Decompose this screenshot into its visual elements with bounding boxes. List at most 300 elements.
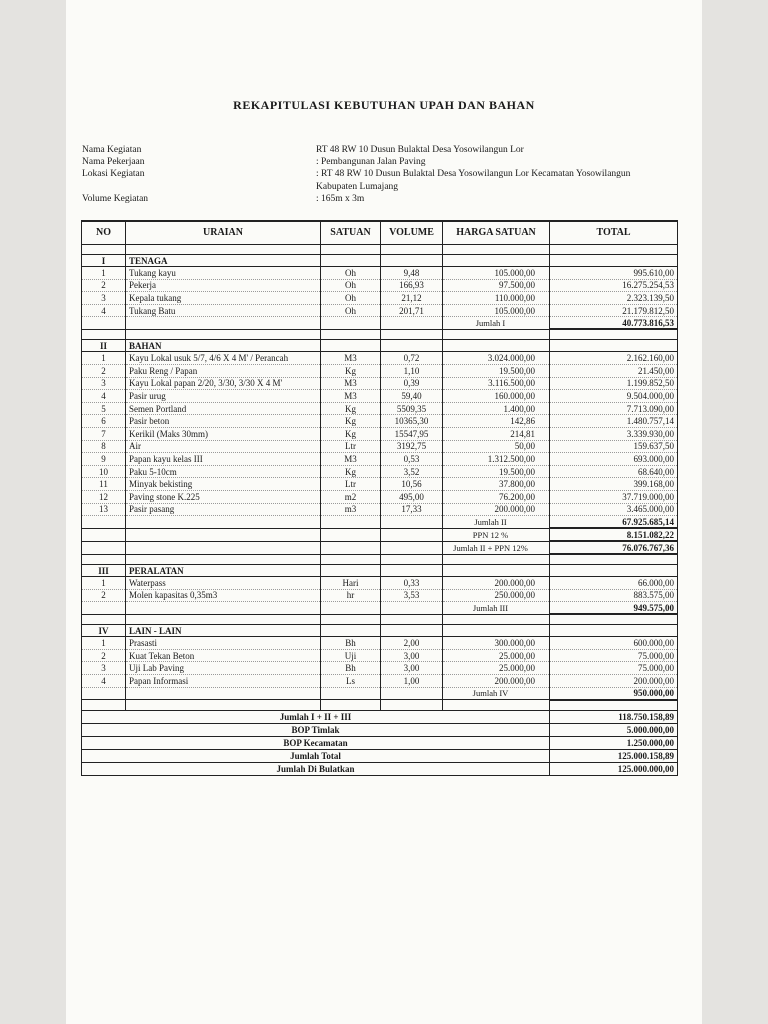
item-unit-price: 25.000,00 [443, 662, 550, 675]
info-label-nama-kegiatan: Nama Kegiatan [82, 145, 142, 155]
empty-cell [321, 625, 381, 637]
empty-cell [321, 700, 381, 711]
empty-cell [321, 687, 381, 700]
item-unit-price: 142,86 [443, 415, 550, 428]
col-header-volume: VOLUME [381, 221, 443, 245]
empty-cell [126, 687, 321, 700]
info-value-lokasi-kegiatan: : RT 48 RW 10 Dusun Bulaktal Desa Yosowilangun Lor Kecamatan Yosowilangun [316, 169, 631, 179]
spacer-row [82, 329, 678, 340]
item-number: 5 [82, 402, 126, 415]
item-description: Waterpass [126, 577, 321, 590]
item-description: Air [126, 440, 321, 453]
empty-cell [126, 554, 321, 565]
table-row [82, 415, 678, 428]
spacer-row [82, 554, 678, 565]
item-description: Uji Lab Paving [126, 662, 321, 675]
item-volume: 3,52 [381, 465, 443, 478]
item-unit: Oh [321, 279, 381, 292]
empty-cell [443, 245, 550, 255]
item-total: 66.000,00 [550, 577, 678, 590]
item-unit-price: 105.000,00 [443, 267, 550, 280]
subtotal-value: 949.575,00 [550, 602, 678, 615]
subtotal-label: Jumlah IV [443, 687, 550, 700]
item-unit: Uji [321, 649, 381, 662]
empty-cell [443, 329, 550, 340]
empty-cell [550, 245, 678, 255]
item-unit: m2 [321, 490, 381, 503]
empty-cell [381, 554, 443, 565]
item-description: Paku 5-10cm [126, 465, 321, 478]
spacer-row [82, 614, 678, 625]
item-volume: 59,40 [381, 390, 443, 403]
item-total: 75.000,00 [550, 649, 678, 662]
info-label-nama-pekerjaan: Nama Pekerjaan [82, 157, 145, 167]
item-volume: 17,33 [381, 503, 443, 516]
summary-label: BOP Timlak [82, 723, 550, 736]
item-total: 16.275.254,53 [550, 279, 678, 292]
empty-cell [381, 602, 443, 615]
item-volume: 3,00 [381, 662, 443, 675]
item-volume: 21,12 [381, 292, 443, 305]
item-unit: Bh [321, 662, 381, 675]
empty-cell [550, 614, 678, 625]
item-total: 37.719.000,00 [550, 490, 678, 503]
item-description: Pekerja [126, 279, 321, 292]
item-description: Pasir pasang [126, 503, 321, 516]
empty-cell [443, 340, 550, 352]
empty-cell [381, 565, 443, 577]
item-volume: 2,00 [381, 637, 443, 650]
empty-cell [443, 255, 550, 267]
col-header-total: TOTAL [550, 221, 678, 245]
empty-cell [381, 340, 443, 352]
empty-cell [443, 700, 550, 711]
item-total: 995.610,00 [550, 267, 678, 280]
table-row [82, 364, 678, 377]
item-description: Papan Informasi [126, 675, 321, 688]
empty-cell [550, 329, 678, 340]
table-row [82, 465, 678, 478]
item-description: Pasir urug [126, 390, 321, 403]
item-number: 4 [82, 390, 126, 403]
item-number: 8 [82, 440, 126, 453]
summary-value: 118.750.158,89 [550, 710, 678, 723]
item-unit: Oh [321, 292, 381, 305]
table-row [82, 377, 678, 390]
empty-cell [126, 541, 321, 554]
section-name: BAHAN [126, 340, 321, 352]
item-volume: 5509,35 [381, 402, 443, 415]
summary-label: Jumlah Di Bulatkan [82, 762, 550, 775]
empty-cell [550, 340, 678, 352]
table-row [82, 637, 678, 650]
item-number: 3 [82, 292, 126, 305]
item-unit: M3 [321, 453, 381, 466]
item-number: 1 [82, 637, 126, 650]
item-unit-price: 37.800,00 [443, 478, 550, 491]
section-header-row [82, 625, 678, 637]
recap-table [81, 220, 678, 776]
empty-cell [82, 245, 126, 255]
empty-cell [321, 565, 381, 577]
table-header-row [82, 221, 678, 245]
item-volume: 1,00 [381, 675, 443, 688]
spacer-row [82, 245, 678, 255]
item-unit: M3 [321, 352, 381, 365]
section-number: IV [82, 625, 126, 637]
section-header-row [82, 565, 678, 577]
subtotal-label: PPN 12 % [443, 528, 550, 541]
table-row [82, 304, 678, 317]
item-total: 3.465.000,00 [550, 503, 678, 516]
empty-cell [321, 255, 381, 267]
empty-cell [126, 245, 321, 255]
item-description: Kayu Lokal usuk 5/7, 4/6 X 4 M' / Perancah [126, 352, 321, 365]
item-volume: 0,53 [381, 453, 443, 466]
item-unit: M3 [321, 390, 381, 403]
empty-cell [381, 255, 443, 267]
item-number: 1 [82, 267, 126, 280]
item-volume: 0,39 [381, 377, 443, 390]
empty-cell [82, 317, 126, 330]
item-description: Tukang kayu [126, 267, 321, 280]
summary-row [82, 723, 678, 736]
table-row [82, 649, 678, 662]
empty-cell [126, 528, 321, 541]
item-total: 21.179.812,50 [550, 304, 678, 317]
item-unit: hr [321, 589, 381, 602]
item-description: Kepala tukang [126, 292, 321, 305]
empty-cell [82, 700, 126, 711]
empty-cell [381, 245, 443, 255]
section-number: II [82, 340, 126, 352]
item-unit-price: 25.000,00 [443, 649, 550, 662]
empty-cell [82, 687, 126, 700]
summary-row [82, 762, 678, 775]
subtotal-value: 40.773.816,53 [550, 317, 678, 330]
empty-cell [321, 317, 381, 330]
item-unit-price: 200.000,00 [443, 577, 550, 590]
item-volume: 3192,75 [381, 440, 443, 453]
item-unit-price: 300.000,00 [443, 637, 550, 650]
item-volume: 3,00 [381, 649, 443, 662]
item-number: 1 [82, 352, 126, 365]
info-value-nama-kegiatan: RT 48 RW 10 Dusun Bulaktal Desa Yosowilangun Lor [316, 145, 524, 155]
item-number: 2 [82, 589, 126, 602]
col-header-satuan: SATUAN [321, 221, 381, 245]
item-description: Kuat Tekan Beton [126, 649, 321, 662]
item-number: 4 [82, 304, 126, 317]
empty-cell [321, 245, 381, 255]
item-number: 2 [82, 279, 126, 292]
empty-cell [381, 541, 443, 554]
item-unit-price: 1.312.500,00 [443, 453, 550, 466]
empty-cell [443, 625, 550, 637]
item-volume: 201,71 [381, 304, 443, 317]
item-number: 7 [82, 427, 126, 440]
empty-cell [321, 554, 381, 565]
item-volume: 10,56 [381, 478, 443, 491]
empty-cell [550, 554, 678, 565]
table-row [82, 292, 678, 305]
spacer-row [82, 700, 678, 711]
item-unit: Hari [321, 577, 381, 590]
item-number: 9 [82, 453, 126, 466]
empty-cell [82, 528, 126, 541]
subtotal-label: Jumlah III [443, 602, 550, 615]
item-unit-price: 19.500,00 [443, 465, 550, 478]
table-row [82, 503, 678, 516]
summary-value: 125.000.000,00 [550, 762, 678, 775]
summary-value: 125.000.158,89 [550, 749, 678, 762]
item-unit: Ls [321, 675, 381, 688]
item-total: 7.713.090,00 [550, 402, 678, 415]
item-number: 11 [82, 478, 126, 491]
item-unit: Oh [321, 267, 381, 280]
item-number: 3 [82, 662, 126, 675]
item-total: 200.000,00 [550, 675, 678, 688]
empty-cell [82, 614, 126, 625]
item-description: Papan kayu kelas III [126, 453, 321, 466]
table-row [82, 577, 678, 590]
item-total: 21.450,00 [550, 364, 678, 377]
empty-cell [126, 700, 321, 711]
empty-cell [126, 317, 321, 330]
item-total: 9.504.000,00 [550, 390, 678, 403]
section-name: LAIN - LAIN [126, 625, 321, 637]
item-unit-price: 200.000,00 [443, 503, 550, 516]
item-unit: Oh [321, 304, 381, 317]
item-number: 3 [82, 377, 126, 390]
item-description: Pasir beton [126, 415, 321, 428]
summary-value: 5.000.000,00 [550, 723, 678, 736]
item-description: Semen Portland [126, 402, 321, 415]
empty-cell [550, 565, 678, 577]
item-total: 3.339.930,00 [550, 427, 678, 440]
empty-cell [126, 516, 321, 529]
document-title: REKAPITULASI KEBUTUHAN UPAH DAN BAHAN [233, 98, 535, 112]
item-number: 6 [82, 415, 126, 428]
col-header-harga-satuan: HARGA SATUAN [443, 221, 550, 245]
item-total: 2.162.160,00 [550, 352, 678, 365]
table-row [82, 267, 678, 280]
item-total: 1.480.757,14 [550, 415, 678, 428]
empty-cell [82, 541, 126, 554]
item-total: 1.199.852,50 [550, 377, 678, 390]
item-description: Paving stone K.225 [126, 490, 321, 503]
item-unit-price: 105.000,00 [443, 304, 550, 317]
subtotal-row [82, 528, 678, 541]
empty-cell [550, 625, 678, 637]
subtotal-row [82, 687, 678, 700]
empty-cell [381, 528, 443, 541]
item-unit: Kg [321, 364, 381, 377]
item-number: 12 [82, 490, 126, 503]
empty-cell [126, 329, 321, 340]
item-volume: 0,33 [381, 577, 443, 590]
subtotal-value: 950.000,00 [550, 687, 678, 700]
empty-cell [126, 602, 321, 615]
section-name: PERALATAN [126, 565, 321, 577]
item-unit-price: 200.000,00 [443, 675, 550, 688]
empty-cell [381, 516, 443, 529]
summary-label: Jumlah Total [82, 749, 550, 762]
empty-cell [321, 329, 381, 340]
table-row [82, 352, 678, 365]
item-unit-price: 97.500,00 [443, 279, 550, 292]
empty-cell [443, 554, 550, 565]
empty-cell [381, 614, 443, 625]
item-unit: Kg [321, 427, 381, 440]
table-row [82, 589, 678, 602]
empty-cell [321, 541, 381, 554]
subtotal-row [82, 602, 678, 615]
summary-label: Jumlah I + II + III [82, 710, 550, 723]
item-description: Kayu Lokal papan 2/20, 3/30, 3/30 X 4 M' [126, 377, 321, 390]
info-value-kabupaten: Kabupaten Lumajang [316, 182, 399, 192]
item-unit-price: 250.000,00 [443, 589, 550, 602]
item-unit-price: 214,81 [443, 427, 550, 440]
item-total: 159.637,50 [550, 440, 678, 453]
section-header-row [82, 340, 678, 352]
info-value-nama-pekerjaan: : Pembangunan Jalan Paving [316, 157, 426, 167]
item-total: 68.640,00 [550, 465, 678, 478]
empty-cell [321, 528, 381, 541]
item-total: 693.000,00 [550, 453, 678, 466]
table-body [82, 245, 678, 776]
empty-cell [126, 614, 321, 625]
table-row [82, 427, 678, 440]
table-row [82, 478, 678, 491]
subtotal-row [82, 317, 678, 330]
summary-value: 1.250.000,00 [550, 736, 678, 749]
empty-cell [443, 565, 550, 577]
table-row [82, 662, 678, 675]
item-unit: m3 [321, 503, 381, 516]
item-total: 399.168,00 [550, 478, 678, 491]
item-volume: 495,00 [381, 490, 443, 503]
item-unit-price: 50,00 [443, 440, 550, 453]
item-unit-price: 1.400,00 [443, 402, 550, 415]
item-unit: Kg [321, 402, 381, 415]
col-header-uraian: URAIAN [126, 221, 321, 245]
item-unit: Kg [321, 465, 381, 478]
table-row [82, 440, 678, 453]
item-volume: 3,53 [381, 589, 443, 602]
empty-cell [381, 317, 443, 330]
item-volume: 0,72 [381, 352, 443, 365]
subtotal-row [82, 516, 678, 529]
empty-cell [82, 516, 126, 529]
item-number: 4 [82, 675, 126, 688]
table-row [82, 675, 678, 688]
empty-cell [381, 700, 443, 711]
item-description: Paku Reng / Papan [126, 364, 321, 377]
item-unit-price: 19.500,00 [443, 364, 550, 377]
empty-cell [82, 329, 126, 340]
subtotal-value: 8.151.082,22 [550, 528, 678, 541]
item-description: Kerikil (Maks 30mm) [126, 427, 321, 440]
table-row [82, 453, 678, 466]
subtotal-label: Jumlah I [443, 317, 550, 330]
item-number: 13 [82, 503, 126, 516]
item-volume: 9,48 [381, 267, 443, 280]
col-header-no: NO [82, 221, 126, 245]
item-unit-price: 3.116.500,00 [443, 377, 550, 390]
summary-label: BOP Kecamatan [82, 736, 550, 749]
empty-cell [443, 614, 550, 625]
item-total: 2.323.139,50 [550, 292, 678, 305]
summary-row [82, 749, 678, 762]
item-unit: M3 [321, 377, 381, 390]
empty-cell [381, 329, 443, 340]
item-total: 600.000,00 [550, 637, 678, 650]
item-description: Minyak bekisting [126, 478, 321, 491]
section-header-row [82, 255, 678, 267]
empty-cell [321, 516, 381, 529]
item-volume: 1,10 [381, 364, 443, 377]
item-number: 10 [82, 465, 126, 478]
table-row [82, 390, 678, 403]
item-unit-price: 160.000,00 [443, 390, 550, 403]
info-label-lokasi-kegiatan: Lokasi Kegiatan [82, 169, 145, 179]
item-number: 2 [82, 364, 126, 377]
item-description: Prasasti [126, 637, 321, 650]
item-unit-price: 76.200,00 [443, 490, 550, 503]
table-row [82, 402, 678, 415]
item-volume: 15547,95 [381, 427, 443, 440]
item-number: 1 [82, 577, 126, 590]
subtotal-label: Jumlah II [443, 516, 550, 529]
empty-cell [550, 255, 678, 267]
section-number: III [82, 565, 126, 577]
item-unit: Ltr [321, 440, 381, 453]
item-number: 2 [82, 649, 126, 662]
empty-cell [381, 687, 443, 700]
empty-cell [321, 602, 381, 615]
table-row [82, 279, 678, 292]
section-name: TENAGA [126, 255, 321, 267]
subtotal-row [82, 541, 678, 554]
subtotal-value: 76.076.767,36 [550, 541, 678, 554]
subtotal-label: Jumlah II + PPN 12% [443, 541, 550, 554]
item-description: Molen kapasitas 0,35m3 [126, 589, 321, 602]
item-unit: Bh [321, 637, 381, 650]
summary-row [82, 736, 678, 749]
table-row [82, 490, 678, 503]
item-total: 883.575,00 [550, 589, 678, 602]
item-unit: Ltr [321, 478, 381, 491]
item-unit: Kg [321, 415, 381, 428]
empty-cell [321, 614, 381, 625]
empty-cell [381, 625, 443, 637]
info-label-volume-kegiatan: Volume Kegiatan [82, 194, 149, 204]
item-description: Tukang Batu [126, 304, 321, 317]
empty-cell [550, 700, 678, 711]
subtotal-value: 67.925.685,14 [550, 516, 678, 529]
item-unit-price: 110.000,00 [443, 292, 550, 305]
item-volume: 166,93 [381, 279, 443, 292]
section-number: I [82, 255, 126, 267]
empty-cell [82, 554, 126, 565]
item-total: 75.000,00 [550, 662, 678, 675]
summary-row [82, 710, 678, 723]
empty-cell [321, 340, 381, 352]
item-volume: 10365,30 [381, 415, 443, 428]
info-value-volume-kegiatan: : 165m x 3m [316, 194, 365, 204]
item-unit-price: 3.024.000,00 [443, 352, 550, 365]
empty-cell [82, 602, 126, 615]
